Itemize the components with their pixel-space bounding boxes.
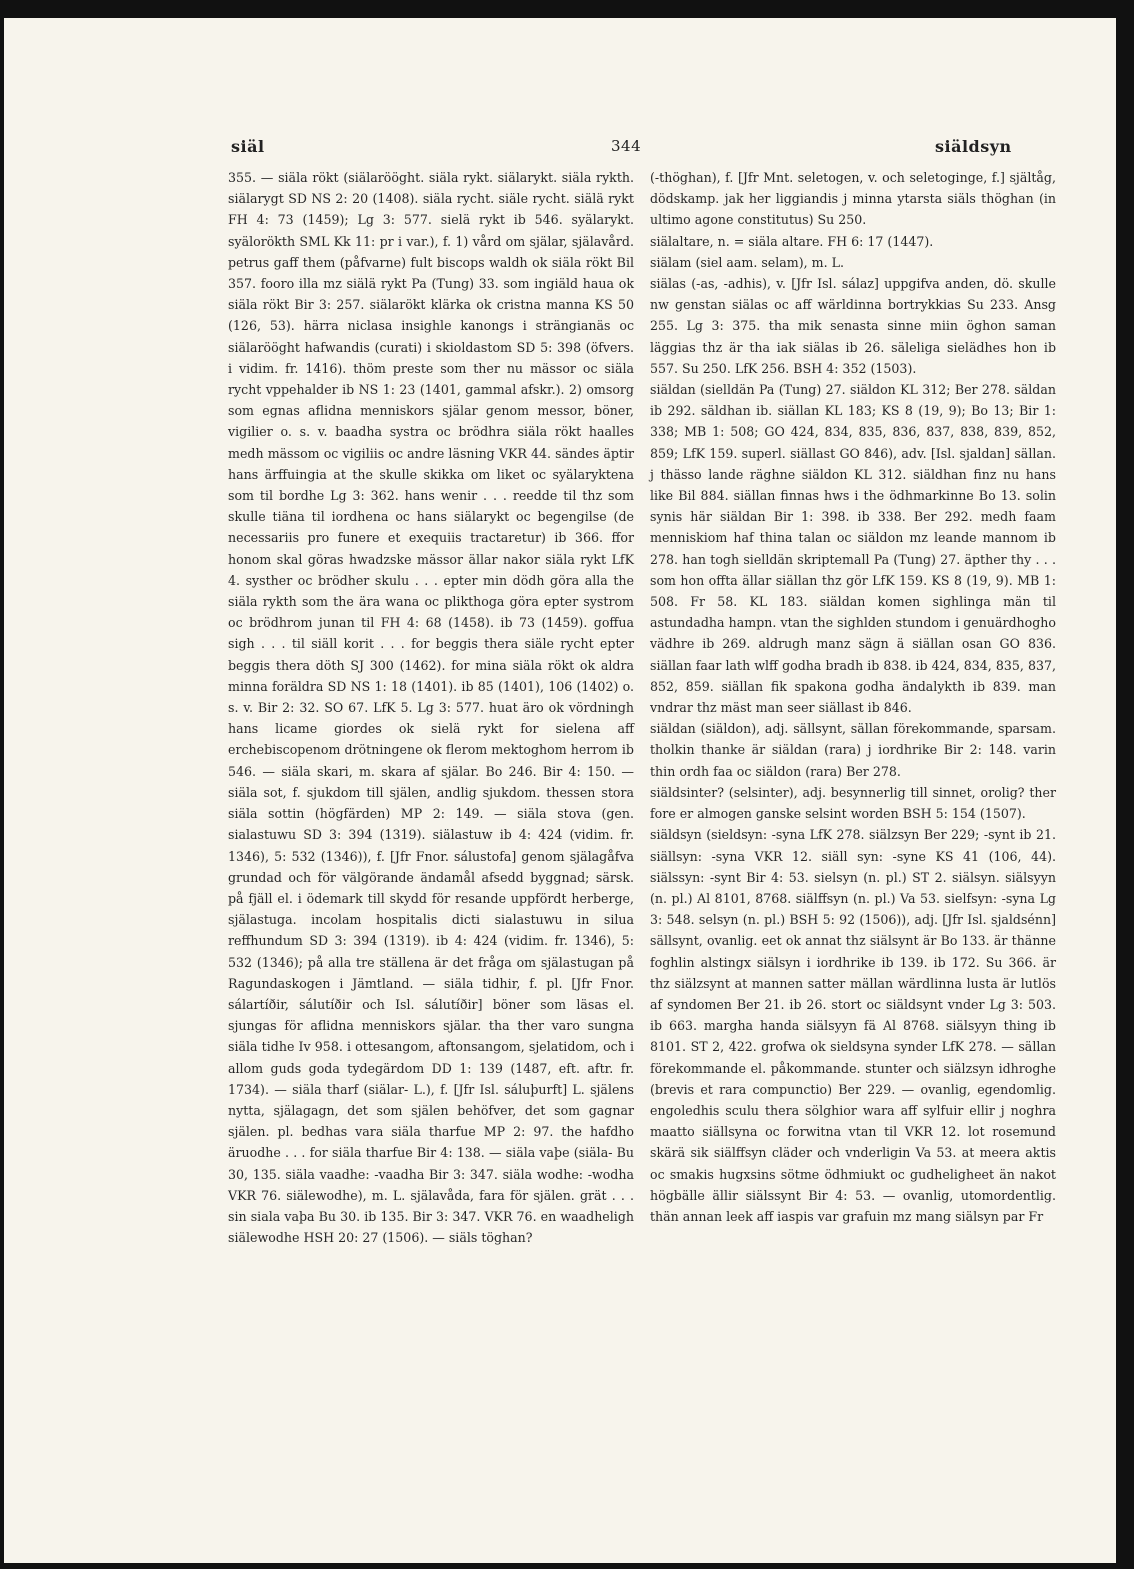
page-number: 344 — [611, 137, 642, 155]
entry-text: siälam (siel aam. selam), m. L. — [650, 254, 844, 270]
scan-border-right — [1116, 0, 1134, 1569]
scan-border-top — [0, 0, 1134, 18]
scan-border-bottom — [0, 1563, 1134, 1569]
running-head-left: siäl — [231, 137, 265, 156]
entry-text: siälaltare, n. = siäla altare. FH 6: 17 (1447). — [650, 233, 934, 249]
entry-text: siäldsinter? (selsinter), adj. besynnerlig till sinnet, orolig? ther fore er almogen ganske selsint worden BSH 5: 154 (1507). — [650, 784, 1056, 822]
entry-text: (-thöghan), f. [Jfr Mnt. seletogen, v. och seletoginge, f.] själtåg, dödskamp. jak her liggiandis j minna ytarsta siäls thöghan (in ultimo agone constitutus) Su 250. — [650, 170, 1056, 228]
running-head-right: siäldsyn — [935, 137, 1012, 156]
entry-text: siäldan (siäldon), adj. sällsynt, sällan förekommande, sparsam. tholkin thanke är siäldan (rara) j iordhrike Bir 2: 148. varin thin ordh faa oc siäldon (rara) Ber 278. — [650, 721, 1056, 779]
entry-text: siäldan (sielldän Pa (Tung) 27. siäldon KL 312; Ber 278. säldan ib 292. säldhan ib. siällan KL 183; KS 8 (19, 9); Bo 13; Bir 1: 338; MB 1: 508; GO 424, 834, 835, 836, 837, 838, 839, 852, 859; LfK 159. superl. siällast GO 846), adv. [Isl. sjaldan] sällan. j thässo lande räghne siäldon KL 312. siäldhan finz nu hans like Bil 884. siällan finnas hws i the ödhmarkinne Bo 13. solin synis här siäldan Bir 1: 398. ib 338. Ber 292. medh faam menniskiom haf thina talan oc siäldon mz leande mannom ib 278. han togh sielldän skriptemall Pa (Tung) 27. äpther thy . . . som hon offta ällar siällan thz gör LfK 159. KS 8 (19, 9). MB 1: 508. Fr 58. KL 183. siäldan komen sighlinga män til astundadha hampn. vtan the sighlden stundom i genuärdhogho vädhre ib 269. aldrugh manz sägn ä siällan osan GO 836. siällan faar lath wlff godha bradh ib 838. ib 424, 834, 835, 837, 852, 859. siällan fik spakona godha ändalykth ib 839. man vndrar thz mäst man seer siällast ib 846. — [650, 382, 1056, 716]
entry-text: 355. — siäla rökt (siälarööght. siäla rykt. siälarykt. siäla rykth. siälarygt SD NS 2: 20 (1408). siäla rycht. siäle rycht. siälä rykt FH 4: 73 (1459); Lg 3: 577. sielä rykt ib 546. syälarykt. syälorökth SML Kk 11: pr i var.), f. 1) vård om själar, själavård. petrus gaff them (påfvarne) fult biscops waldh ok siäla rökt Bil 357. fooro illa mz siälä rykt Pa (Tung) 33. som ingiäld haua ok siäla rökt Bir 3: 257. siälarökt klärka ok cristna manna KS 50 (126, 53). härra niclasa insighle kanongs i strängianäs oc siälarööght hafwandis (curati) i skioldastom SD 5: 398 (öfvers. i vidim. fr. 1416). thöm preste som ther nu mässor oc siäla rycht vppehalder ib NS 1: 23 (1401, gammal afskr.). 2) omsorg som egnas aflidna menniskors själar genom messor, böner, vigilier o. s. v. baadha systra oc brödhra siäla rökt haalles medh mässom oc vigiliis oc andre läsning VKR 44. sändes äptir hans ärffuingia at the skulle skikka om liket oc syälaryktena som til bordhe Lg 3: 362. hans wenir . . . reedde til thz som skulle tiäna til iordhena oc hans siälarykt oc begengilse (de necessariis pro funere et exequiis tractaretur) ib 366. ffor honom skal göras hwadzske mässor ällar nakor siäla rykt LfK 4. systher oc brödher skulu . . . epter min dödh göra alla the siäla rykth som the ära wana oc plikthoga göra epter systrom oc brödhrom junan til FH 4: 68 (1458). ib 73 (1459). goffua sigh . . . til siäll korit . . . for beggis thera siäle rycht epter beggis thera döth SJ 300 (1462). for mina siäla rökt ok aldra minna foräldra SD NS 1: 18 (1401). ib 85 (1401), 106 (1402) o. s. v. Bir 2: 32. SO 67. LfK 5. Lg 3: 577. huat äro ok vördningh hans licame giordes ok sielä rykt for sielena aff erchebiscopenom drötningene ok flerom mektoghom herrom ib 546. — siäla skari, m. skara af själar. Bo 246. Bir 4: 150. — siäla sot, f. sjukdom till själen, andlig sjukdom. thessen stora siäla sottin (högfärden) MP 2: 149. — siäla stova (gen. sialastuwu SD 3: 394 (1319). siälastuw ib 4: 424 (vidim. fr. 1346), 5: 532 (1346)), f. [Jfr Fnor. sálustofa] genom själagåfva grundad och för välgörande ändamål afsedd byggnad; särsk. på fjäll el. i ödemark till skydd för resande uppfördt herberge, själastuga. incolam hospitalis dicti sialastuwu in silua reffhundum SD 3: 394 (1319). ib 4: 424 (vidim. fr. 1346), 5: 532 (1346); på alla tre ställena är det fråga om själastugan på Ragundaskogen i Jämtland. — siäla tidhir, f. pl. [Jfr Fnor. sálartíðir, sálutíðir och Isl. sálutíðir] böner som läsas el. sjungas för aflidna menniskors själar. tha ther varo sungna siäla tidhe Iv 958. i ottesangom, aftonsangom, sjelatidom, och i allom guds goda tydegärdom DD 1: 139 (1487, eft. aftr. fr. 1734). — siäla tharf (siälar- L.), f. [Jfr Isl. sáluþurft] L. själens nytta, själagagn, det som själen behöfver, det som gagnar själen. pl. bedhas vara siäla tharfue MP 2: 97. the hafdho äruodhe . . . for siäla tharfue Bir 4: 138. — siäla vaþe (siäla- Bu 30, 135. siäla vaadhe: -vaadha Bir 3: 347. siäla wodhe: -wodha VKR 76. siälewodhe), m. L. själavåda, fara för själen. grät . . . sin siala vaþa Bu 30. ib 135. Bir 3: 347. VKR 76. en waadheligh siälewodhe HSH 20: 27 (1506). — siäls töghan? — [228, 170, 634, 1246]
entry-text: siäldsyn (sieldsyn: -syna LfK 278. siälzsyn Ber 229; -synt ib 21. siällsyn: -syna VKR 12. siäll syn: -syne KS 41 (106, 44). siälssyn: -synt Bir 4: 53. sielsyn (n. pl.) ST 2. siälsyn. siälsyyn (n. pl.) Al 8101, 8768. siälffsyn (n. pl.) Va 53. sielfsyn: -syna Lg 3: 548. selsyn (n. pl.) BSH 5: 92 (1506)), adj. [Jfr Isl. sjaldsénn] sällsynt, ovanlig. eet ok annat thz siälsynt är Bo 133. är thänne foghlin alstingx siälsyn i iordhrike ib 139. ib 172. Su 366. är thz siälzsynt at mannen satter mällan wärdlinna lusta är lutlös af syndomen Ber 21. ib 26. stort oc siäldsynt vnder Lg 3: 503. ib 663. margha handa siälsyyn fä Al 8768. siälsyyn thing ib 8101. ST 2, 422. grofwa ok sieldsyna synder LfK 278. — sällan förekommande el. påkommande. stunter och siälzsyn idhroghe (brevis et rara compunctio) Ber 229. — ovanlig, egendomlig. engoledhis sculu thera sölghior wara aff sylfuir ellir j noghra maatto siällsyna oc forwitna vtan til VKR 12. lot rosemund skärä sik siälffsyn cläder och vnderligin Va 53. at meera aktis oc smakis hugxsins sötme ödhmiukt oc gudheligheet än nakot högbälle ällir siälssynt Bir 4: 53. — ovanlig, utomordentlig. thän annan leek aff iaspis var grafuin mz mang siälsyn par Fr — [650, 827, 1056, 1224]
left-column — [228, 167, 634, 1248]
entry-text: siälas (-as, -adhis), v. [Jfr Isl. sálaz] uppgifva anden, dö. skulle nw genstan siälas oc aff wärldinna bortrykkias Su 233. Ansg 255. Lg 3: 375. tha mik senasta sinne miin öghon saman läggias thz är tha iak siälas ib 26. säleliga sielädhes hon ib 557. Su 250. LfK 256. BSH 4: 352 (1503). — [650, 276, 1056, 376]
right-column — [650, 167, 1056, 1227]
